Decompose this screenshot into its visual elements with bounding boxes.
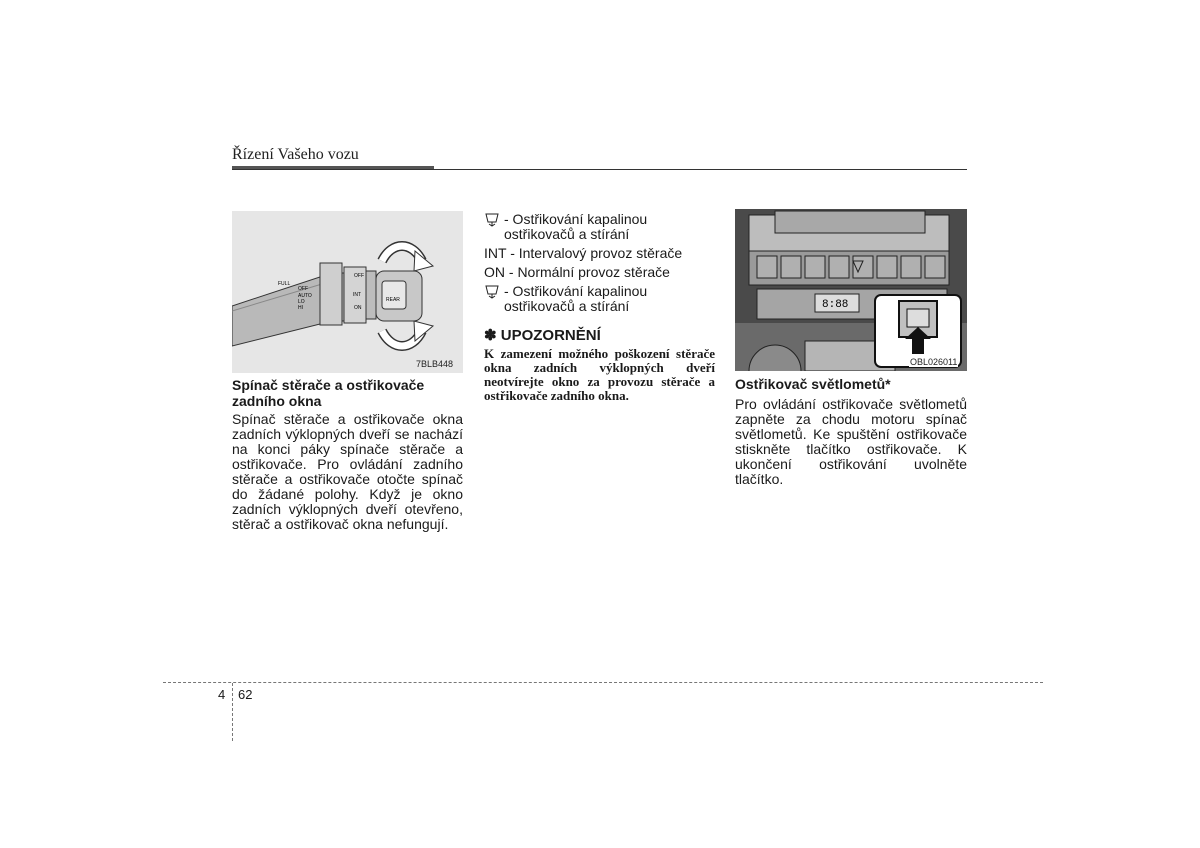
washer-item-text: - Ostřikování kapalinou ostřikovačů a stírání bbox=[504, 283, 648, 314]
section-heading: Ostřikovač světlometů* bbox=[735, 376, 891, 392]
section-number: 4 bbox=[218, 687, 226, 702]
caution-body: K zamezení možného poškození stěrače okna zadních výklopných dveří neotvírejte okno za provozu stěrače a ostřikovače zadního okna. bbox=[484, 346, 715, 403]
left-column bbox=[232, 377, 463, 532]
lever-label: OFF bbox=[354, 273, 364, 279]
header-rule bbox=[232, 169, 967, 170]
page-number: 62 bbox=[238, 687, 253, 702]
middle-column bbox=[484, 212, 715, 403]
page-header-title: Řízení Vašeho vozu bbox=[232, 146, 359, 163]
lever-label: FULL bbox=[278, 281, 291, 287]
wiper-lever-illustration bbox=[232, 211, 463, 373]
lever-label: LO bbox=[298, 299, 305, 305]
dashboard-illustration bbox=[735, 209, 967, 371]
lever-label: REAR bbox=[386, 297, 400, 303]
washer-icon bbox=[484, 284, 504, 300]
caution-title: ✽ UPOZORNĚNÍ bbox=[484, 327, 601, 344]
footer-rule bbox=[163, 682, 1043, 683]
washer-item bbox=[484, 212, 715, 242]
figure-code: 7BLB448 bbox=[416, 359, 454, 369]
section-body: Spínač stěrače a ostřikovače okna zadních výklopných dveří se nachází na konci páky spínače stěrače a ostřikovače. Pro ovládání zadního stěrače a ostřikovače otočte spínač do žádané polohy. Když je okno zadních výklopných dveří otevřeno, stěrač a ostřikovač okna nefungují. bbox=[232, 411, 463, 532]
lever-label: INT bbox=[353, 292, 362, 298]
footer-divider bbox=[232, 683, 233, 741]
washer-icon bbox=[484, 212, 504, 228]
figure-code: OBL026011 bbox=[910, 357, 958, 367]
lever-label: AUTO bbox=[298, 293, 312, 299]
lever-label: OFF bbox=[298, 286, 308, 292]
section-heading: Spínač stěrače a ostřikovače zadního okna bbox=[232, 377, 425, 409]
section-body: Pro ovládání ostřikovače světlometů zapněte za chodu motoru spínač světlometů. Ke spuštění ostřikovače stiskněte tlačítko ostřikovače. K ukončení ostřikování uvolněte tlačítko. bbox=[735, 396, 967, 487]
washer-item bbox=[484, 284, 715, 314]
wiper-lever-figure bbox=[232, 211, 463, 373]
lever-label: ON bbox=[354, 305, 362, 311]
clock-display: 8:88 bbox=[822, 299, 849, 311]
headlight-washer-figure bbox=[735, 209, 967, 371]
on-item: ON - Normální provoz stěrače bbox=[484, 264, 670, 280]
int-item: INT - Intervalový provoz stěrače bbox=[484, 245, 683, 261]
lever-label: HI bbox=[298, 305, 303, 311]
washer-item-text: - Ostřikování kapalinou ostřikovačů a stírání bbox=[504, 211, 648, 242]
right-column bbox=[735, 376, 967, 487]
